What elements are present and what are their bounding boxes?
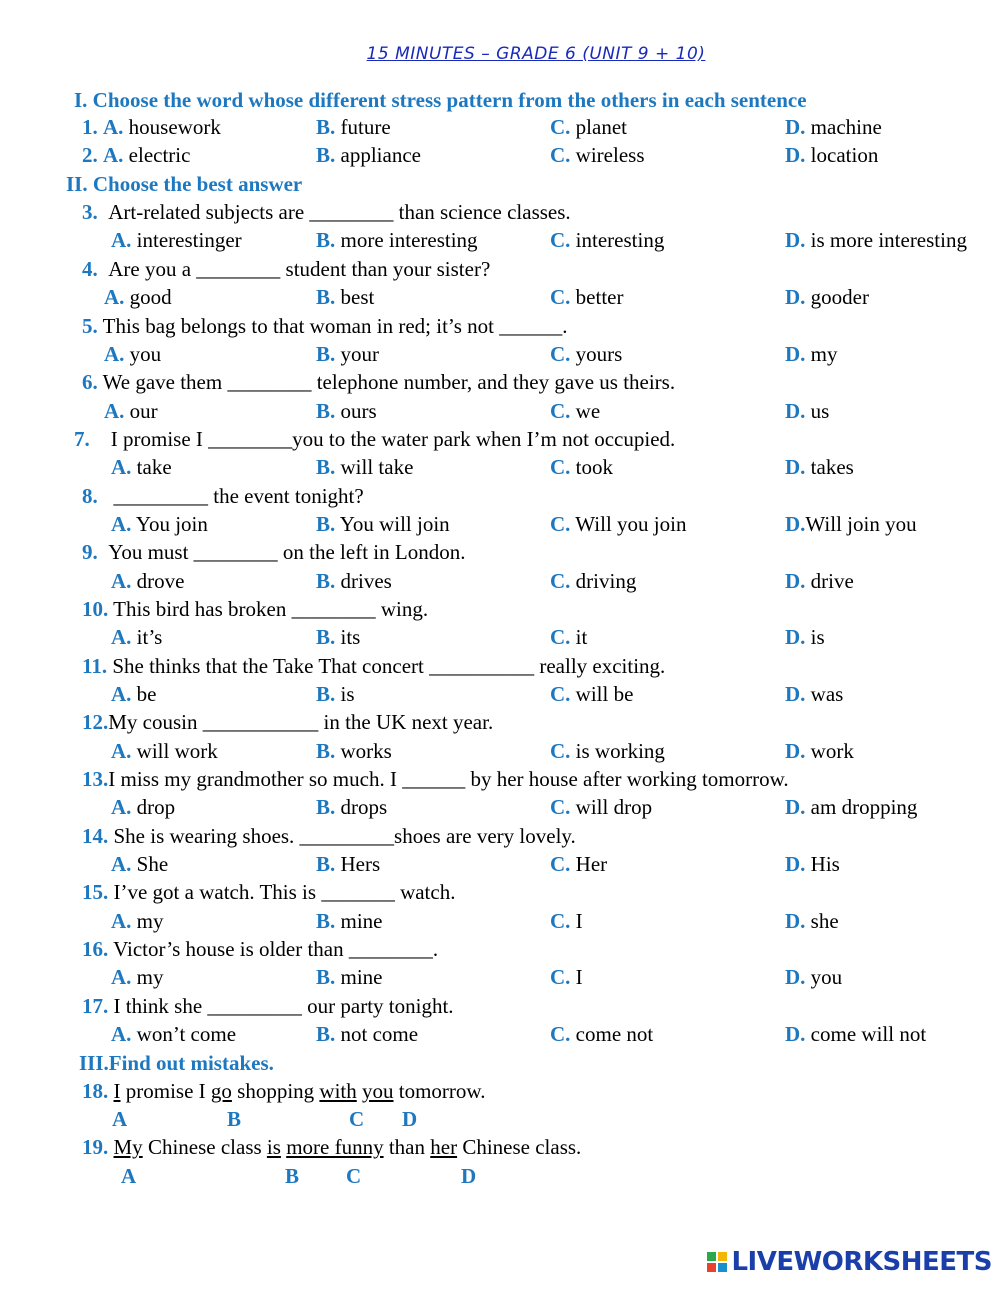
q1-option-d[interactable]: D. machine xyxy=(785,115,882,139)
q5-option-c[interactable]: C. yours xyxy=(550,342,623,366)
section-3-heading: III.Find out mistakes. xyxy=(79,1051,274,1075)
q2-option-b[interactable]: B. appliance xyxy=(316,143,421,167)
q17-option-c[interactable]: C. come not xyxy=(550,1022,654,1046)
q8-option-d[interactable]: D.Will join you xyxy=(785,512,917,536)
q7-option-c[interactable]: C. took xyxy=(550,455,614,479)
q8-option-a[interactable]: A. You join xyxy=(111,512,208,536)
q4-option-b[interactable]: B. best xyxy=(316,285,375,309)
q9-option-a[interactable]: A. drove xyxy=(111,569,185,593)
q10-option-a[interactable]: A. it’s xyxy=(111,625,163,649)
q14-option-a[interactable]: A. She xyxy=(111,852,169,876)
q17-option-d[interactable]: D. come will not xyxy=(785,1022,927,1046)
question-1: 1. A. housework xyxy=(82,115,221,139)
q18-mark-d[interactable]: D xyxy=(402,1107,418,1131)
q16-option-d[interactable]: D. you xyxy=(785,965,843,989)
question-9: 9. You must ________ on the left in London. xyxy=(82,540,466,564)
q4-option-c[interactable]: C. better xyxy=(550,285,624,309)
q4-option-d[interactable]: D. gooder xyxy=(785,285,869,309)
q19-mark-a[interactable]: A xyxy=(121,1164,137,1188)
logo-block xyxy=(707,1263,716,1272)
q15-option-c[interactable]: C. I xyxy=(550,909,583,933)
question-5: 5. This bag belongs to that woman in red; it’s not ______. xyxy=(82,314,568,338)
q16-option-c[interactable]: C. I xyxy=(550,965,583,989)
q14-option-c[interactable]: C. Her xyxy=(550,852,608,876)
q6-option-d[interactable]: D. us xyxy=(785,399,830,423)
section-2-heading: II. Choose the best answer xyxy=(66,172,303,196)
question-15: 15. I’ve got a watch. This is _______ watch. xyxy=(82,880,456,904)
q12-option-a[interactable]: A. will work xyxy=(111,739,218,763)
q3-option-d[interactable]: D. is more interesting xyxy=(785,228,967,252)
q10-option-d[interactable]: D. is xyxy=(785,625,825,649)
q7-option-b[interactable]: B. will take xyxy=(316,455,414,479)
q18-underlined-b: go xyxy=(210,1079,232,1103)
q13-option-d[interactable]: D. am dropping xyxy=(785,795,918,819)
q15-option-b[interactable]: B. mine xyxy=(316,909,383,933)
q13-option-a[interactable]: A. drop xyxy=(111,795,176,819)
question-19: 19. My Chinese class is more funny than her Chinese class. xyxy=(82,1135,582,1159)
question-8: 8. _________ the event tonight? xyxy=(82,484,364,508)
question-2: 2. A. electric xyxy=(82,143,191,167)
question-16: 16. Victor’s house is older than ________. xyxy=(82,937,439,961)
logo-blocks-icon xyxy=(707,1252,727,1272)
q5-option-d[interactable]: D. my xyxy=(785,342,838,366)
q5-option-b[interactable]: B. your xyxy=(316,342,380,366)
q14-option-b[interactable]: B. Hers xyxy=(316,852,381,876)
section-1-heading: I. Choose the word whose different stress pattern from the others in each sentence xyxy=(74,88,807,112)
q18-underlined-d: you xyxy=(362,1079,394,1103)
q2-option-c[interactable]: C. wireless xyxy=(550,143,645,167)
q19-underlined-b: is xyxy=(266,1135,281,1159)
q18-mark-b[interactable]: B xyxy=(227,1107,242,1131)
logo-block xyxy=(718,1263,727,1272)
logo-text: LIVEWORKSHEETS xyxy=(731,1247,992,1277)
q9-option-b[interactable]: B. drives xyxy=(316,569,392,593)
q6-option-a[interactable]: A. our xyxy=(104,399,158,423)
question-13: 13.I miss my grandmother so much. I ______ by her house after working tomorrow. xyxy=(82,767,789,791)
q19-underlined-c: more funny xyxy=(286,1135,384,1159)
q16-option-a[interactable]: A. my xyxy=(111,965,164,989)
q5-option-a[interactable]: A. you xyxy=(104,342,162,366)
q7-option-d[interactable]: D. takes xyxy=(785,455,854,479)
q11-option-d[interactable]: D. was xyxy=(785,682,844,706)
q19-underlined-d: her xyxy=(430,1135,458,1159)
q13-option-c[interactable]: C. will drop xyxy=(550,795,653,819)
q6-option-c[interactable]: C. we xyxy=(550,399,601,423)
q12-option-d[interactable]: D. work xyxy=(785,739,854,763)
q11-option-a[interactable]: A. be xyxy=(111,682,157,706)
question-6: 6. We gave them ________ telephone number, and they gave us theirs. xyxy=(82,370,676,394)
q14-option-d[interactable]: D. His xyxy=(785,852,840,876)
q12-option-c[interactable]: C. is working xyxy=(550,739,665,763)
q9-option-d[interactable]: D. drive xyxy=(785,569,854,593)
q18-underlined-a: I xyxy=(113,1079,121,1103)
liveworksheets-logo xyxy=(707,1247,992,1277)
q19-mark-b[interactable]: B xyxy=(285,1164,300,1188)
q13-option-b[interactable]: B. drops xyxy=(316,795,388,819)
question-12: 12.My cousin ___________ in the UK next year. xyxy=(82,710,494,734)
logo-block xyxy=(707,1252,716,1261)
question-11: 11. She thinks that the Take That concert __________ really exciting. xyxy=(82,654,666,678)
q12-option-b[interactable]: B. works xyxy=(316,739,392,763)
q8-option-c[interactable]: C. Will you join xyxy=(550,512,687,536)
worksheet-title: 15 MINUTES – GRADE 6 (UNIT 9 + 10) xyxy=(366,44,706,64)
q8-option-b[interactable]: B. You will join xyxy=(316,512,450,536)
q15-option-a[interactable]: A. my xyxy=(111,909,164,933)
q15-option-d[interactable]: D. she xyxy=(785,909,839,933)
q18-underlined-c: with xyxy=(319,1079,357,1103)
question-3: 3. Art-related subjects are ________ than science classes. xyxy=(82,200,571,224)
question-10: 10. This bird has broken ________ wing. xyxy=(82,597,429,621)
q10-option-b[interactable]: B. its xyxy=(316,625,361,649)
q17-option-b[interactable]: B. not come xyxy=(316,1022,419,1046)
question-4: 4. Are you a ________ student than your sister? xyxy=(82,257,491,281)
q9-option-c[interactable]: C. driving xyxy=(550,569,637,593)
q17-option-a[interactable]: A. won’t come xyxy=(111,1022,237,1046)
question-18: 18. I promise I go shopping with you tomorrow. xyxy=(82,1079,486,1103)
q3-option-a[interactable]: A. interestinger xyxy=(111,228,242,252)
question-17: 17. I think she _________ our party tonight. xyxy=(82,994,454,1018)
q19-mark-d[interactable]: D xyxy=(461,1164,477,1188)
q11-option-c[interactable]: C. will be xyxy=(550,682,634,706)
q1-option-b[interactable]: B. future xyxy=(316,115,391,139)
q19-underlined-a: My xyxy=(113,1135,143,1159)
logo-block xyxy=(718,1252,727,1261)
q7-option-a[interactable]: A. take xyxy=(111,455,172,479)
q6-option-b[interactable]: B. ours xyxy=(316,399,377,423)
question-7: 7. I promise I ________you to the water park when I’m not occupied. xyxy=(74,427,676,451)
q10-option-c[interactable]: C. it xyxy=(550,625,588,649)
q19-mark-c[interactable]: C xyxy=(346,1164,362,1188)
q3-option-c[interactable]: C. interesting xyxy=(550,228,665,252)
q4-option-a[interactable]: A. good xyxy=(104,285,172,309)
q18-mark-a[interactable]: A xyxy=(112,1107,128,1131)
q3-option-b[interactable]: B. more interesting xyxy=(316,228,478,252)
question-14: 14. She is wearing shoes. _________shoes are very lovely. xyxy=(82,824,576,848)
q2-option-d[interactable]: D. location xyxy=(785,143,879,167)
q1-option-c[interactable]: C. planet xyxy=(550,115,627,139)
q11-option-b[interactable]: B. is xyxy=(316,682,355,706)
q18-mark-c[interactable]: C xyxy=(349,1107,365,1131)
q16-option-b[interactable]: B. mine xyxy=(316,965,383,989)
